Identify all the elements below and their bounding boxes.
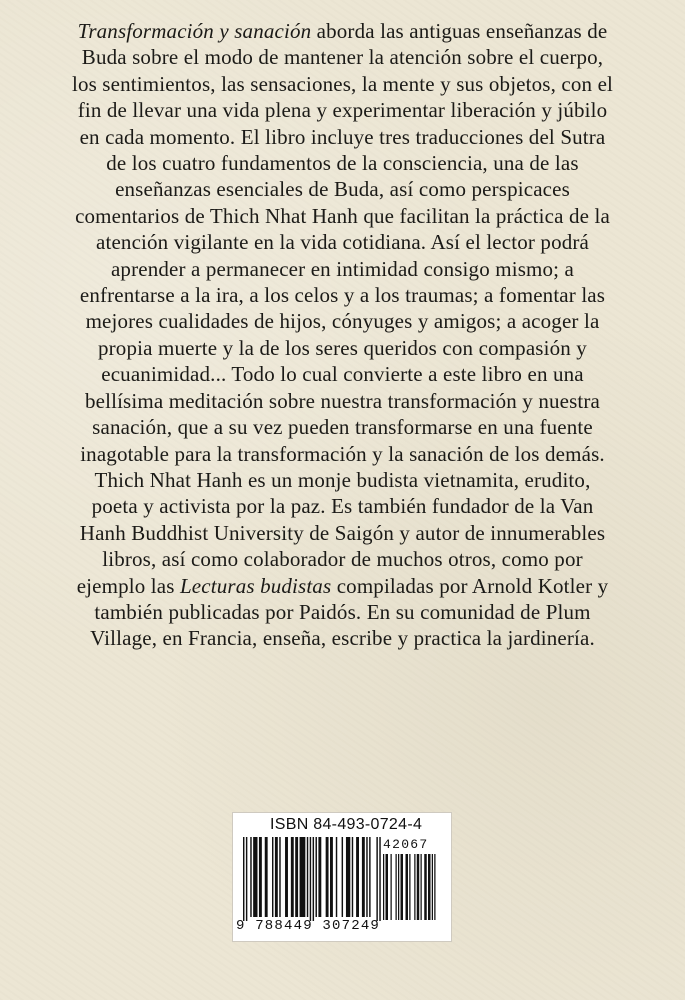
- barcode-bar: [356, 837, 359, 917]
- barcode-bar: [265, 837, 268, 917]
- barcode-bar: [330, 837, 333, 917]
- barcode-bar: [401, 854, 404, 920]
- related-book-title-italic: Lecturas budistas: [179, 573, 332, 598]
- barcode-bar: [272, 837, 273, 917]
- barcode-bar: [243, 837, 244, 921]
- barcode-bar: [307, 837, 308, 917]
- barcode-bar: [376, 837, 377, 921]
- barcode-bar: [362, 837, 365, 917]
- ean13-bars: [243, 837, 381, 921]
- barcode-bar: [406, 854, 409, 920]
- author-bio-text-end: compiladas por Arnold Kotler y también publicadas por Paidós. En su comunidad de Plum Village, en Francia, enseña, escribe y practica la jardinería.: [90, 573, 609, 651]
- barcode-bar: [434, 854, 435, 920]
- author-bio-paragraph: [70, 467, 615, 652]
- barcode-bar: [250, 837, 251, 917]
- synopsis-paragraph: [70, 18, 615, 467]
- addon-bars: [383, 854, 439, 922]
- barcode-bar: [369, 837, 370, 917]
- barcode-bar: [246, 837, 247, 921]
- barcode-bar: [300, 837, 306, 917]
- barcode-bar: [391, 854, 392, 920]
- barcode-bar: [279, 837, 280, 917]
- barcode-bar: [326, 837, 329, 917]
- barcode-bar: [318, 837, 321, 917]
- barcode-bar: [386, 854, 389, 920]
- blurb-text: [70, 18, 615, 652]
- synopsis-text: aborda las antiguas enseñanzas de Buda sobre el modo de mantener la atención sobre el cuerpo, los sentimientos, las sensaciones, la mente y sus objetos, con el fin de llevar una vida plena y experimentar liberación y júbilo en cada momento. El libro incluye tres traducciones del Sutra de los cuatro fundamentos de la consciencia, una de las enseñanzas esenciales de Buda, así como perspicaces comentarios de Thich Nhat Hanh que facilitan la práctica de la atención vigilante en la vida cotidiana. Así el lector podrá aprender a permanecer en intimidad consigo mismo; a enfrentarse a la ira, a los celos y a los traumas; a fomentar las mejores cualidades de hijos, cónyuges y amigos; a acoger la propia muerte y la de los seres queridos con compasión y ecuanimidad... Todo lo cual convierte a este libro en una bellísima meditación sobre nuestra transformación y nuestra sanación, que a su vez pueden transformarse en una fuente inagotable para la transformación y la sanación de los demás.: [71, 19, 614, 466]
- barcode-bar: [383, 854, 384, 920]
- addon-digits: 42067: [383, 837, 429, 852]
- barcode-bar: [253, 837, 257, 917]
- barcode-bar: [310, 837, 311, 921]
- barcode-bar: [432, 854, 433, 920]
- barcode-bar: [398, 854, 399, 920]
- barcode-bar: [259, 837, 262, 917]
- barcode-bar: [379, 837, 380, 921]
- isbn-barcode: [232, 812, 452, 942]
- barcode-bar: [414, 854, 415, 920]
- barcode-bar: [396, 854, 397, 920]
- barcode-bar: [316, 837, 317, 917]
- barcode-bar: [366, 837, 367, 917]
- barcode-bar: [285, 837, 288, 917]
- barcode-bar: [346, 837, 350, 917]
- author-bio-text-start: Thich Nhat Hanh es un monje budista vietnamita, erudito, poeta y activista por la paz. Es también fundador de la Van Hanh Buddhist University de Saigón y autor de innumerables libros, así como colaborador de muchos otros, como por ejemplo las: [76, 467, 606, 598]
- barcode-bar: [313, 837, 314, 921]
- ean-digits: 9 788449 307249: [236, 918, 381, 934]
- barcode-bar: [428, 854, 431, 920]
- barcode-bar: [342, 837, 343, 917]
- barcode-bar: [336, 837, 337, 917]
- barcode-bar: [421, 854, 422, 920]
- barcode-bar: [291, 837, 294, 917]
- isbn-label: ISBN 84-493-0724-4: [270, 816, 423, 833]
- barcode-bar: [409, 854, 410, 920]
- barcode-bar: [352, 837, 353, 917]
- book-title-italic: Transformación y sanación: [77, 19, 312, 43]
- barcode-bar: [275, 837, 278, 917]
- barcode-bar: [417, 854, 420, 920]
- barcode-bar: [424, 854, 427, 920]
- barcode-bar: [295, 837, 298, 917]
